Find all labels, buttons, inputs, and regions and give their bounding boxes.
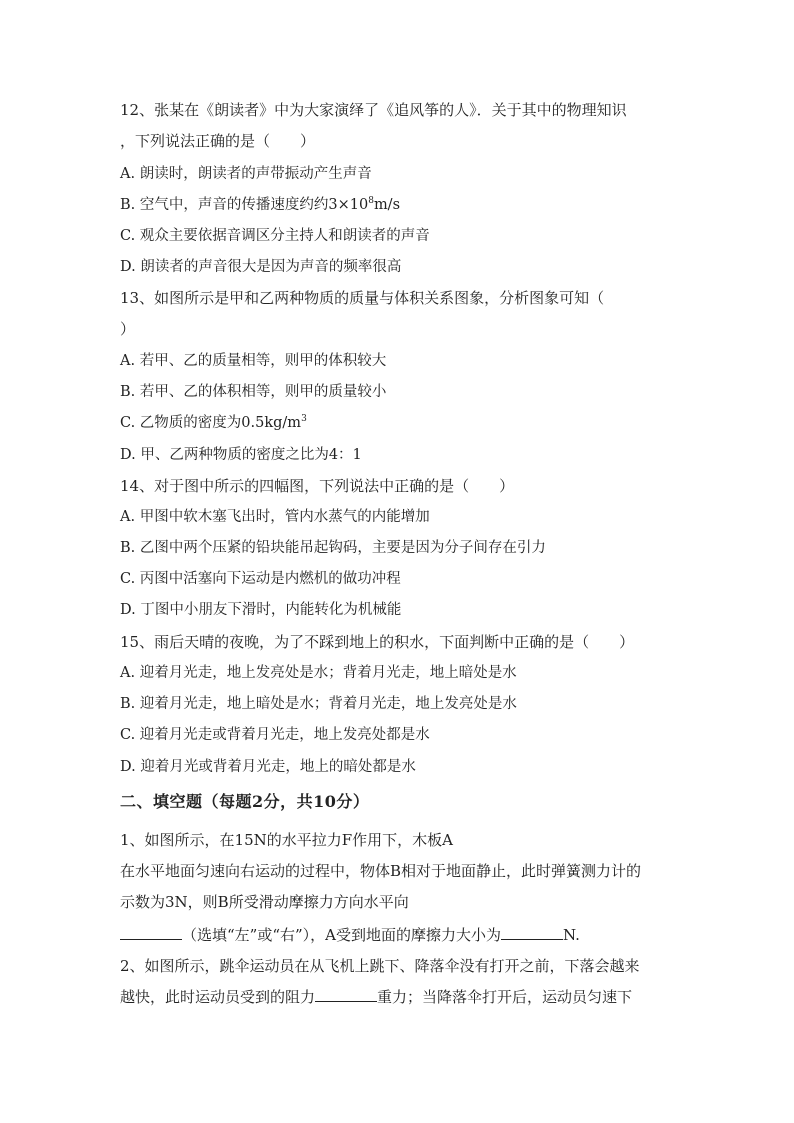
q15-stem: 15、雨后天晴的夜晚，为了不踩到地上的积水，下面判断中正确的是（ ） [120,633,635,651]
section-title: 二、填空题（每题2分，共10分） [120,792,370,811]
fill-1-line-4 [120,925,680,945]
q14-option-a: A. 甲图中软木塞飞出时，管内水蒸气的内能增加 [120,509,430,525]
q15-option-b: B. 迎着月光走，地上暗处是水；背着月光走，地上发亮处是水 [120,696,517,712]
q15-option-a: A. 迎着月光走，地上发亮处是水；背着月光走，地上暗处是水 [120,665,517,681]
q15-option-c: C. 迎着月光走或背着月光走，地上发亮处都是水 [120,727,430,743]
q14-option-d: D. 丁图中小朋友下滑时，内能转化为机械能 [120,602,402,618]
fill-2-line-2 [120,987,680,1007]
fill-1-blank-2[interactable] [501,925,563,940]
q12-option-d: D. 朗读者的声音很大是因为声音的频率很高 [120,259,402,275]
q13-option-d: D. 甲、乙两种物质的密度之比为4：1 [120,447,362,463]
q12-option-b-exponent: 8 [368,196,374,207]
q12-option-a: A. 朗读时，朗读者的声带振动产生声音 [120,166,372,182]
fill-2-line-2-text: 越快，此时运动员受到的阻力 [120,988,316,1006]
fill-2-blank-1[interactable] [315,987,377,1002]
fill-2-line-2-end: 重力；当降落伞打开后，运动员匀速下 [377,988,633,1006]
q14-stem: 14、对于图中所示的四幅图，下列说法中正确的是（ ） [120,477,515,495]
q12-option-b [120,195,680,215]
q12-option-b-unit: m/s [373,197,401,213]
q13-stem-line-2: ） [120,320,136,338]
fill-1-line-4-end: N. [563,926,580,944]
q15-option-d: D. 迎着月光或背着月光走，地上的暗处都是水 [120,759,416,775]
q12-stem-line-2: ，下列说法正确的是（ ） [120,132,316,150]
fill-1-blank-1[interactable] [120,925,182,940]
q14-option-c: C. 丙图中活塞向下运动是内燃机的做功冲程 [120,571,401,587]
q12-stem-line-1: 12、张某在《朗读者》中为大家演绎了《追风筝的人》．关于其中的物理知识 [120,101,627,119]
q13-option-b: B. 若甲、乙的体积相等，则甲的质量较小 [120,384,387,400]
fill-1-line-4-text: （选填“左”或“右”），A受到地面的摩擦力大小为 [182,926,502,944]
fill-1-line-1: 1、如图所示，在15N的水平拉力F作用下，木板A [120,831,453,849]
fill-2-line-1: 2、如图所示，跳伞运动员在从飞机上跳下、降落伞没有打开之前，下落会越来 [120,957,640,975]
q13-stem-line-1: 13、如图所示是甲和乙两种物质的质量与体积关系图象，分析图象可知（ [120,289,605,307]
q12-option-c: C. 观众主要依据音调区分主持人和朗读者的声音 [120,228,430,244]
q12-option-b-text: B. 空气中，声音的传播速度约约3×10 [120,197,369,213]
q13-option-a: A. 若甲、乙的质量相等，则甲的体积较大 [120,353,387,369]
q14-option-b: B. 乙图中两个压紧的铅块能吊起钩码，主要是因为分子间存在引力 [120,540,546,556]
q13-option-c-exponent: 3 [301,414,307,425]
fill-1-line-3: 示数为3N，则B所受滑动摩擦力方向水平向 [120,893,409,911]
q13-option-c-text: C. 乙物质的密度为0.5kg/m [120,415,302,431]
fill-1-line-2: 在水平地面匀速向右运动的过程中，物体B相对于地面静止，此时弹簧测力计的 [120,862,642,880]
q13-option-c [120,413,680,433]
